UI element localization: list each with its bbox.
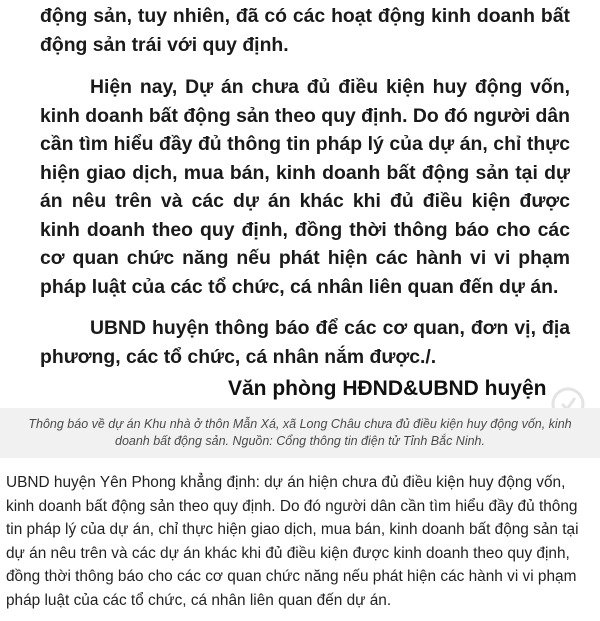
article-paragraph: UBND huyện Yên Phong khẳng định: dự án hiện chưa đủ điều kiện huy động vốn, kinh doanh bất động sản theo quy định. Do đó người dân cần tìm hiểu đầy đủ thông tin pháp lý của dự án, chỉ thực hiện giao dịch, mua bán, kinh doanh bất động sản tại dự án nêu trên và các dự án khác khi đủ điều kiện được kinh doanh theo quy định, đồng thời thông báo cho các cơ quan chức năng nếu phát hiện các hành vi vi phạm pháp luật của các tổ chức, cá nhân liên quan đến dự án. (6, 474, 579, 609)
document-signature: Văn phòng HĐND&UBND huyện (228, 377, 547, 400)
document-paragraph-2: Hiện nay, Dự án chưa đủ điều kiện huy động vốn, kinh doanh bất động sản theo quy định. Do đó người dân cần tìm hiểu đầy đủ thông tin pháp lý của dự án, chỉ thực hiện giao dịch, mua bán, kinh doanh bất động sản tại dự án nêu trên và các dự án khác khi đủ điều kiện được kinh doanh theo quy định, đồng thời thông báo cho các cơ quan chức năng nếu phát hiện các hành vi vi phạm pháp luật của các tổ chức, cá nhân liên quan đến dự án. (40, 76, 570, 298)
watermark-icon (548, 384, 588, 408)
document-paragraph-3: UBND huyện thông báo để các cơ quan, đơn vị, địa phương, các tổ chức, cá nhân nắm được./. (40, 317, 570, 368)
document-text (40, 2, 570, 371)
document-paragraph-1: động sản, tuy nhiên, đã có các hoạt động kinh doanh bất động sản trái với quy định. (40, 5, 570, 56)
image-caption: Thông báo về dự án Khu nhà ở thôn Mẫn Xá, xã Long Châu chưa đủ điều kiện huy động vốn, kinh doanh bất động sản. Nguồn: Cổng thông tin điện tử Tỉnh Bắc Ninh. (0, 408, 600, 458)
